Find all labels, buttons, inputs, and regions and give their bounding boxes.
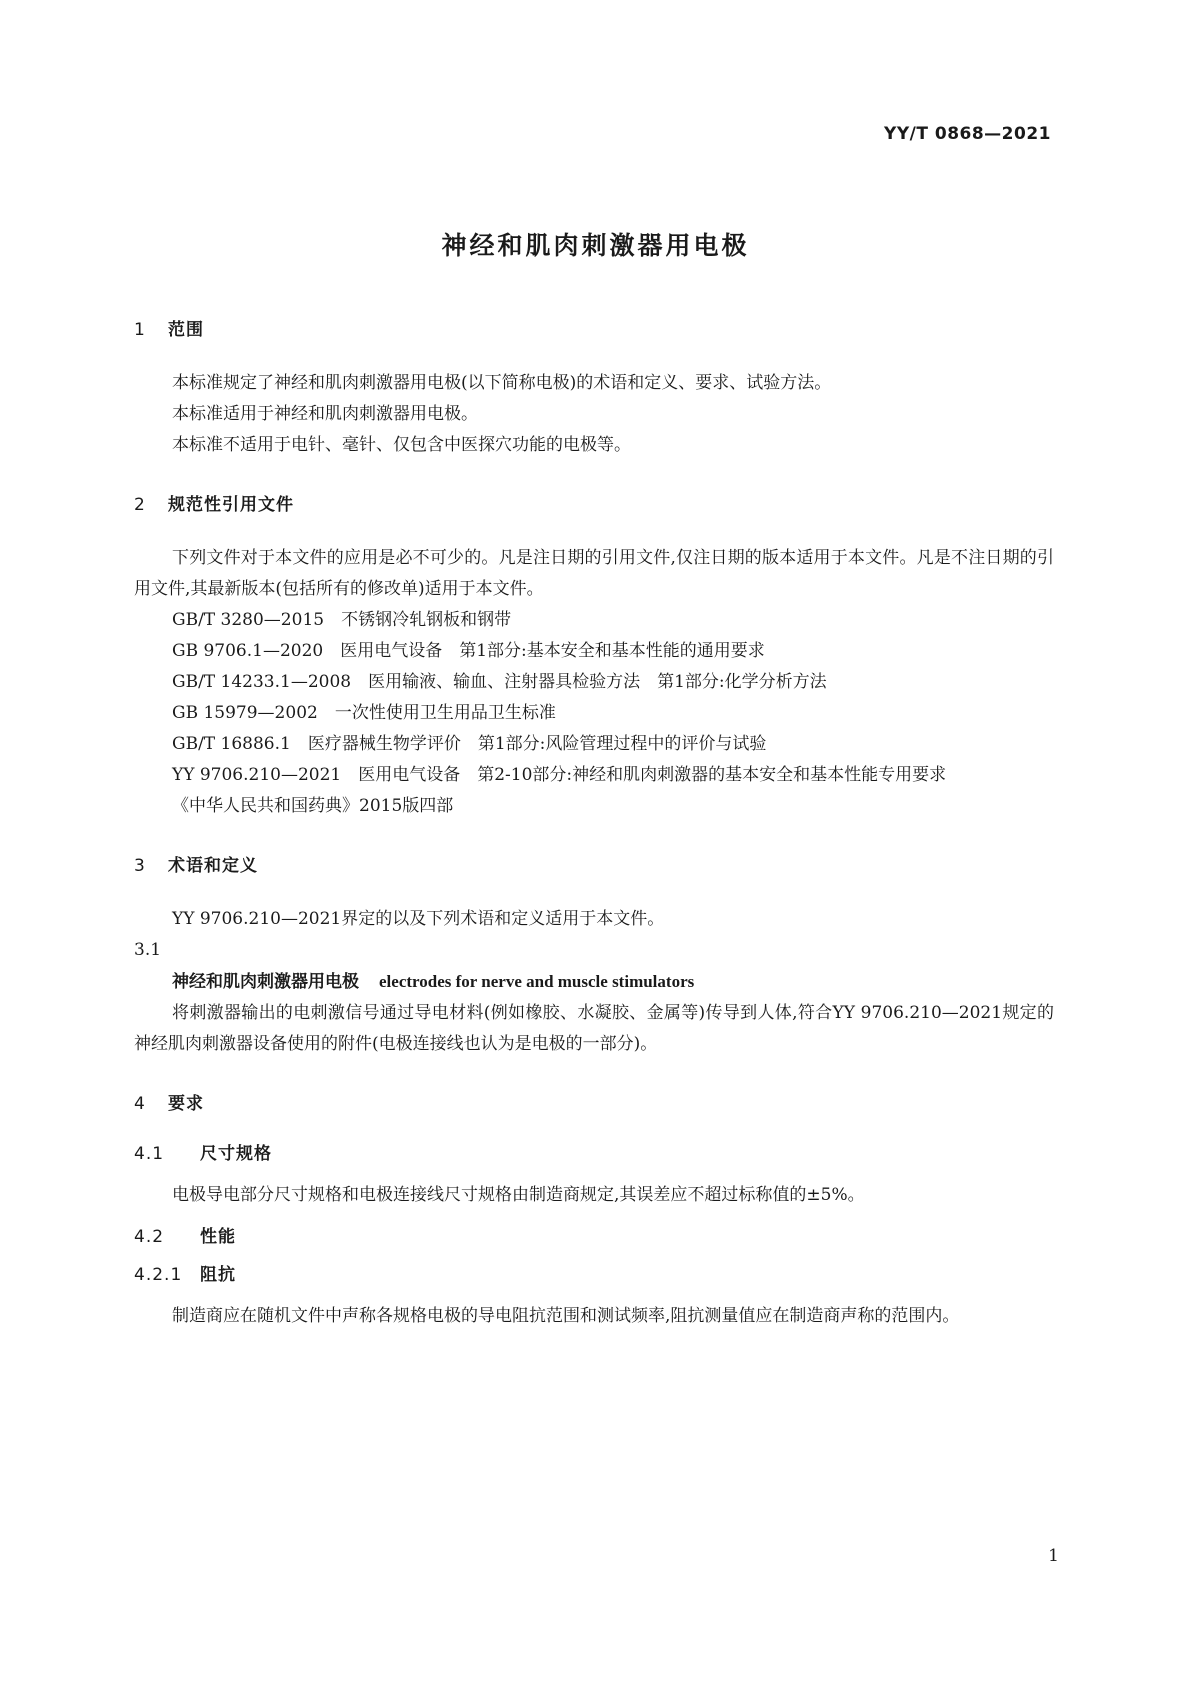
term-title-cn: 神经和肌肉刺激器用电极 [172,972,359,992]
term-title [134,966,1054,998]
reference-item: GB/T 14233.1—2008 医用输液、输血、注射器具检验方法 第1部分:化学分析方法 [172,672,827,692]
term-number: 3.1 [134,940,162,960]
page-number: 1 [1048,1546,1059,1566]
section-2-heading [134,493,1054,517]
reference-item: 《中华人民共和国药典》2015版四部 [172,796,454,816]
section-title: 阻抗 [200,1265,236,1285]
section-title: 性能 [200,1227,236,1247]
section-4-2-heading [134,1225,1054,1249]
paragraph: 下列文件对于本文件的应用是必不可少的。凡是注日期的引用文件,仅注日期的版本适用于本文件。凡是不注日期的引用文件,其最新版本(包括所有的修改单)适用于本文件。 [134,548,1054,599]
section-3-heading [134,854,1054,878]
document-title: 神经和肌肉刺激器用电极 [441,231,750,260]
term-definition: 将刺激器输出的电刺激信号通过导电材料(例如橡胶、水凝胶、金属等)传导到人体,符合YY 9706.210—2021规定的神经肌肉刺激器设备使用的附件(电极连接线也认为是电极的一部分)。 [134,1003,1054,1054]
reference-item: GB 15979—2002 一次性使用卫生用品卫生标准 [172,703,556,723]
paragraph: 本标准不适用于电针、毫针、仅包含中医探穴功能的电极等。 [172,435,631,455]
section-title: 范围 [168,320,204,340]
paragraph: YY 9706.210—2021界定的以及下列术语和定义适用于本文件。 [172,909,665,929]
section-number: 3 [134,856,146,876]
paragraph: 电极导电部分尺寸规格和电极连接线尺寸规格由制造商规定,其误差应不超过标称值的±5%。 [172,1185,865,1205]
section-number: 4.2 [134,1227,165,1247]
section-4-1-heading [134,1142,1054,1166]
section-title: 尺寸规格 [200,1144,272,1164]
section-number: 4 [134,1094,146,1114]
standard-code: YY/T 0868—2021 [884,124,1051,144]
section-1-heading [134,318,1054,342]
paragraph: 本标准适用于神经和肌肉刺激器用电极。 [172,404,478,424]
section-number: 1 [134,320,146,340]
section-title: 要求 [168,1094,204,1114]
section-number: 4.2.1 [134,1265,183,1285]
section-title: 规范性引用文件 [168,495,294,515]
section-title: 术语和定义 [168,856,258,876]
document-body [134,318,1054,1332]
reference-item: GB/T 3280—2015 不锈钢冷轧钢板和钢带 [172,610,512,630]
section-number: 2 [134,495,146,515]
paragraph: 本标准规定了神经和肌肉刺激器用电极(以下简称电极)的术语和定义、要求、试验方法。 [172,373,832,393]
reference-item: GB 9706.1—2020 医用电气设备 第1部分:基本安全和基本性能的通用要求 [172,641,765,661]
reference-item: GB/T 16886.1 医疗器械生物学评价 第1部分:风险管理过程中的评价与试验 [172,734,767,754]
section-4-heading [134,1092,1054,1116]
paragraph: 制造商应在随机文件中声称各规格电极的导电阻抗范围和测试频率,阻抗测量值应在制造商声称的范围内。 [172,1306,960,1326]
section-4-2-1-heading [134,1263,1054,1287]
reference-item: YY 9706.210—2021 医用电气设备 第2-10部分:神经和肌肉刺激器的基本安全和基本性能专用要求 [172,765,947,785]
term-title-en: electrodes for nerve and muscle stimulators [379,972,695,991]
section-number: 4.1 [134,1144,165,1164]
